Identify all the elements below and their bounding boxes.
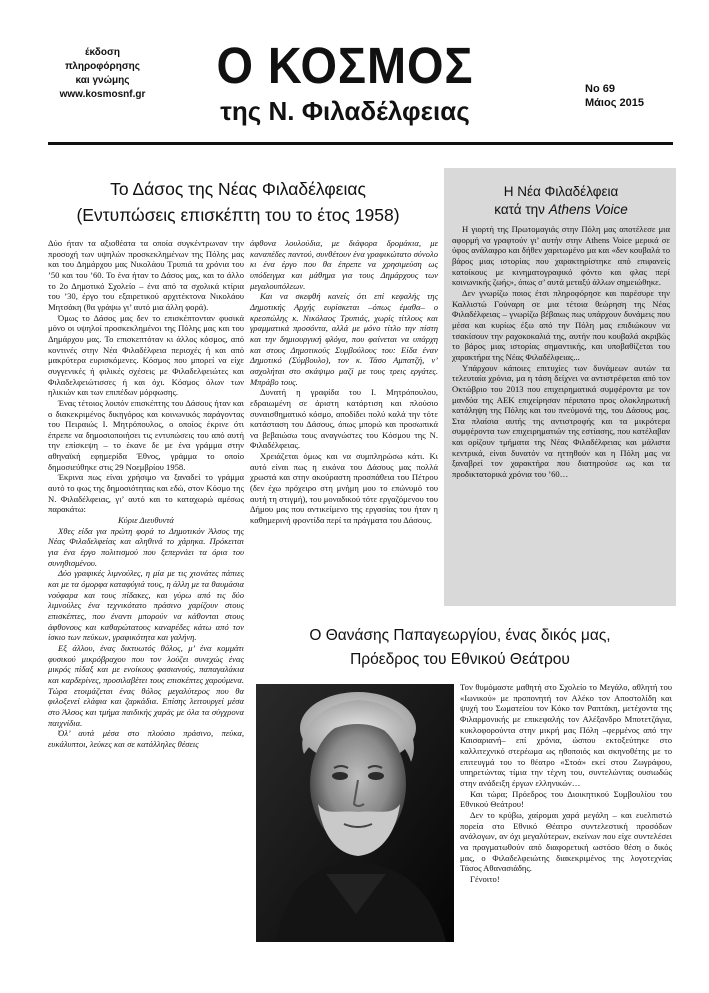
tagline-line: έκδοση xyxy=(85,47,120,58)
sidebar-headline-prefix: κατά την xyxy=(494,202,545,217)
main-article-headline xyxy=(48,176,428,228)
article-paragraph: Όμως το Δάσος μας δεν το επισκέπτονταν φυσικά μόνο οι υψηλοί προσκεκλημένοι της Πόλης μας και του Δημάρχου μας. Το επισκεπτόταν κι άλλος κόσμος, από κοντινές στην Νέα Φιλαδέλφεια περιοχές ή και από μακρύτερα ευρισκόμενες. Κόσμος που μπορεί να είχε συγγενικές ή φιλικές σχέσεις με Φιλαδελφειώτες και Φιλαδελφειώτισσες ή και όχι. Κόσμος όλων των ηλικιών και των επιπέδων μόρφωσης. xyxy=(48,312,244,398)
second-article-paragraph: Και τώρα; Πρόεδρος του Διοικητικού Συμβουλίου του Εθνικού Θεάτρου! xyxy=(460,788,672,810)
main-article-column-1 xyxy=(48,238,244,750)
sidebar-headline-line-1: Η Νέα Φιλαδέλφεια xyxy=(503,184,619,199)
main-article-column-2 xyxy=(250,238,438,526)
sidebar-paragraph: Υπάρχουν κάποιες επιτυχίες των δυνάμεων αυτών τα τελευταία χρόνια, μα η τάση δείχνει να αντιστρέφεται από τον Οκτώβριο του 2013 που επιχειρηματικά συμφέροντα με τον μανδύα της ΑΕΚ επιχείρησαν πέριπατο προς ολοκληρωτική κατάληψη της Πόλης και του πνεύμονά της, του Δάσους μας. Στα πλαίσια αυτής της αντιστροφής και τα μικρότερα συμφέροντα των επιχειρηματιών της εστίασης, που κατέλαβαν και ορίζουν τμήματα της Νέας Φιλαδέλφειας και μάλιστα κεντρικά, είναι δυνατόν να ηττηθούν και η Πόλη μας να ξαναβρεί τον χαρακτήρα που διατηρούσε ως και τα προδικτατορικά χρόνια του ’60… xyxy=(452,362,670,480)
website-link[interactable]: www.kosmosnf.gr xyxy=(59,89,146,100)
article-paragraph: Δύο ήταν τα αξιοθέατα τα οποία συγκέντρωναν την προσοχή των υψηλών προσκεκλημένων της Πόλης μας και του Δημάρχου μας Νικολάου Τρυπιά τα χρόνια του ’50 και του ’60. Το ένα ήταν το Δάσος μας, και το άλλο το 2ο Δημοτικό Σχολείο – ένα από τα σχολικά κτίρια του ’30, έργο του εξαιρετικού αρχιτέκτονα Νικολάου Μητσάκη (θα γράψω γι’ αυτό μια άλλη φορά). xyxy=(48,238,244,312)
sidebar-headline-line-2 xyxy=(450,201,672,219)
sidebar-text xyxy=(452,224,670,480)
article-paragraph: Ένας τέτοιος λοιπόν επισκέπτης του Δάσους ήταν και ο διακεκριμένος δικηγόρος και κοινωνικός παράγοντας του Πειραιώς Ι. Μητρόπουλος, ο οποίος έκρινε ότι έπρεπε να δημοσιοποιήσει τις εντυπώσεις του από αυτή την επίσκεψη – το έκανε δε με ένα γράμμα στην αθηναϊκή εφημερίδα Έθνος, γράμμα το οποίο δημοσιεύθηκε στις 29 Νοεμβρίου 1958. xyxy=(48,397,244,472)
issue-date: Μάιος 2015 xyxy=(585,97,644,109)
headline-line-2: (Εντυπώσεις επισκέπτη του το έτος 1958) xyxy=(76,205,400,225)
headline-line-1: Το Δάσος της Νέας Φιλαδέλφειας xyxy=(110,179,366,199)
article-paragraph: Έκρινα πως είναι χρήσιμο να ξαναδεί το γράμμα αυτό το φως της δημοσιότητας και εδώ, στον Κόσμο της Ν. Φιλαδέλφειας, γι’ αυτό και το καταχωρώ αμέσως παρακάτω: xyxy=(48,472,244,515)
second-article-text xyxy=(460,682,672,884)
letter-paragraph: Και να σκεφθή κανείς ότι επί κεφαλής της Δημοτικής Αρχής ευρίσκεται –όπως έμαθα– ο κρεοπώλης κ. Νικόλαος Τρυπιάς, χωρίς τίτλους και γραμματικά προσόντα, αλλά με μόνο τίτλο την πίστη και την δημιουργική φλόγα, που φαίνεται να υπάρχη και στους Δημοτικούς Συμβούλους του: Είδα έναν Δημοτικό (Σύμβουλο), τον κ. Τάσο Αμπατζή, ν’ ασχολήται στο σκάψιμο μαζί με τους τρεις εργάτες. Μπράβο τους. xyxy=(250,291,438,387)
letter-paragraph: Εξ άλλου, ένας δικτυωτός θόλος, μ’ ένα κομμάτι φυσικού μικρόβραχου που τον λούζει συνεχώς ένας μικρός πίδαξ και με ενοίκους φασιανούς, παπαγαλάκια και καρδερίνες, προσιλαβέτει τους επισκέπτες χαρούμενα. Τώρα ετοιμάζεται ένας θόλος μεγαλύτερος που θα φιλοξενεί ελάφια και ζαρκάδια. Επίσης λειτουργεί μέσα στο Άλσος και τμήμα παιδικής χαράς με όλα τα σύγχρονα παιχνίδια. xyxy=(48,642,244,728)
sidebar-paragraph: Η γιορτή της Πρωτομαγιάς στην Πόλη μας αποτέλεσε μια αφορμή να γραφτούν γι’ αυτήν στην Athens Voice μερικά σε ύφος ανάλαφρο και δήθεν χαριτωμένο μα και «δεν κουβαλά το βάρος μιας ιστορίας που χαρακτηρίστηκε από επιφανείς κατοίκους με κινηματογραφικό φόντο και φλας περί κοινωνικής ζωής», όπως σ’ αυτά μεταξύ άλλων σημειώθηκε. xyxy=(452,224,670,288)
article-paragraph: Δυνατή η γραφίδα του Ι. Μητρόπουλου, εδραιωμένη σε άριστη κατάρτιση και πλούσιο συναισθηματικό κόσμο, αποδίδει πολύ καλά την τότε κατάσταση του Δάσους, όπως μπορώ και προσωπικά να βεβαιώσω τους αναγνώστες του Κόσμου της Ν. Φιλαδέλφειας. xyxy=(250,387,438,451)
masthead-title: Ο ΚΟΣΜΟΣ xyxy=(216,37,474,94)
letter-salutation: Κύριε Διευθυντά xyxy=(118,515,174,526)
letter-paragraph: Χθες είδα για πρώτη φορά το Δημοτικόν Άλσος της Νέας Φιλαδελφείας και αληθινά το χάρηκα. Πρόκειται για ένα έργο πολιτισμού που ξεπερνάει τα όρια του συνηθισμένου. xyxy=(48,525,244,568)
issue-info xyxy=(585,82,655,110)
portrait-illustration xyxy=(256,684,454,942)
sidebar-headline-publication: Athens Voice xyxy=(548,202,628,217)
masthead-subtitle: της Ν. Φιλαδέλφειας xyxy=(220,96,470,126)
sidebar-headline xyxy=(450,183,672,219)
tagline-line: πληροφόρησης xyxy=(65,61,140,72)
portrait-photo xyxy=(256,684,454,942)
issue-number: Νο 69 xyxy=(585,83,615,95)
letter-paragraph: Όλ’ αυτά μέσα στο πλούσιο πράσινο, πεύκα, ευκάλυπτοι, λεύκες και σε κατάλληλες θέσεις xyxy=(48,728,244,749)
letter-paragraph: άφθονα λουλούδια, με διάφορα δρομάκια, με καναπέδες παντού, συνθέτουν ένα γραφικώτατο σύνολο κι ένα έργο που θα έπρεπε να χρησιμεύση ως υπόδειγμα και μάθημα για τους Δημάρχους των μεγαλουπόλεων. xyxy=(250,238,438,291)
second-headline-line-2: Πρόεδρος του Εθνικού Θεάτρου xyxy=(350,651,570,668)
second-article-paragraph: Γένοιτο! xyxy=(470,873,500,884)
sidebar-paragraph: Δεν γνωρίζω ποιος έτσι πληροφόρησε και παρέσυρε την Καλλιστώ Γούναρη σε μια τέτοια θεώρηση της Νέας Φιλαδέλφειας – γνωρίζω βέβαιως πως υπάρχουν δυνάμεις που μέσα και κυρίως έξω από την Πόλη μας επιδιώκουν να τσακίσουν την ραχοκοκαλιά της, αυτήν που κουβαλά ακριβώς το βάρος μιας ιστορίας σημαντικής, και υποβαθίζεται του χαρακτήρα της Νέας Φιλαδέλφειας... xyxy=(452,287,670,362)
tagline-line: και γνώμης xyxy=(75,75,130,86)
second-article-paragraph: Δεν το κρύβω, χαίρομαι χαρά μεγάλη – και ευελπιστώ πορεία στο Εθνικό Θέατρο συντελεστική προσόδων ανάλογων, αν όχι μεγαλύτερων, εκείνων που είχε συντελέσει να πραγματωθούν από διαφορετική ωστόσο θέση ο δικός μας, ο Φιλαδελφειώτης διακεκριμένος της λογοτεχνίας Τάσος Αθανασιάδης. xyxy=(460,809,672,874)
second-headline-line-1: Ο Θανάσης Παπαγεωργίου, ένας δικός μας, xyxy=(309,627,611,644)
article-paragraph: Χρειάζεται όμως και να συμπληρώσω κάτι. Κι αυτό είναι πως η εικόνα του Δάσους μας πολλά χρωστά και στην ακούραστη προσπάθεια του Πέτρου (δεν έχω πρόχειρο στη μνήμη μου το επώνυμό του αυτή τη στιγμή), του μοναδικού τότε εργαζόμενου του Δήμου μας που αντικείμενο της εργασίας του ήταν η καθημερινή φροντίδα περί τα πράγματα του Δάσους. xyxy=(250,451,438,526)
second-article-paragraph: Τον θυμόμαστε μαθητή στο Σχολείο το Μεγάλο, αθλητή του «Ιωνικού» με προπονητή τον Αλέκο τον Αποστολίδη και ψυχή του Σωματείου τον Κόκο τον Ραπτάκη, μετέχοντα της Φιλαρμονικής με επικεφαλής τον Αλέξανδρο Μποτετζάγια, κυκλοφορούντα στην μικρή μας Πόλη –φερμένος από την Καισαριανή– επί χρόνια, ώσπου εκτοξεύτηκε στο καλλιτεχνικό στερέωμα ως ηθοποιός και σκηνοθέτης με το επιτευγμά του το θέατρο «Στοά» εκεί στου Ζωγράφου, υπηρετώντας τίμια την τέχνη του, συντελώντας ουσιωδώς στην ανάδειξη έργων ελληνικών… xyxy=(460,682,672,788)
letter-paragraph: Δύο γραφικές λιμνούλες, η μία με τις χιονάτες πάπιες και με τα όμορφα καταφύγιά τους, η άλλη με τα θαυμάσια νούφαρα και τους πίδακες, και γύρω από τις δύο λιμνούλες ένα τεχνικότατο πράσινο χαρίζουν στους επισκέπτες, που έναντι μπορούν να κάθονται στους άφθονους και καθαρώτατους κανapέδες κάτω από τον ίσκιο των πεύκων, γραφικότητα και γαλήνη. xyxy=(48,568,244,643)
masthead-divider xyxy=(48,142,673,145)
masthead-tagline xyxy=(40,46,165,102)
second-article-headline xyxy=(250,624,670,672)
